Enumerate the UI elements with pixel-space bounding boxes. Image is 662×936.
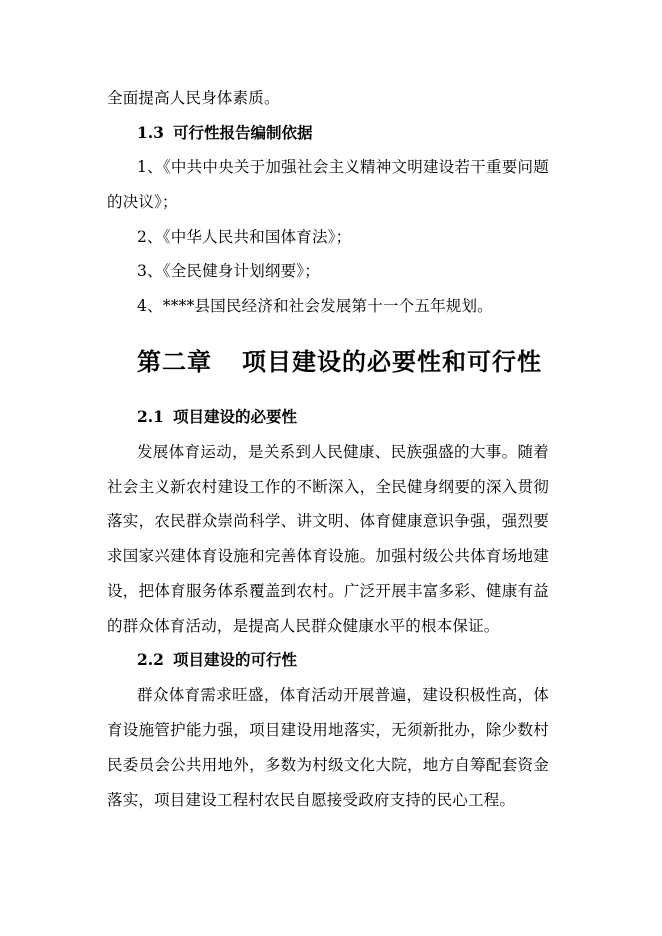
- chapter-heading: [137, 346, 542, 378]
- section-heading-1-3: [137, 122, 313, 144]
- section-title: 可行性报告编制依据: [173, 123, 313, 142]
- reference-item-3: 3、《全民健身计划纲要》；: [137, 262, 320, 280]
- section-heading-2-1: [137, 406, 297, 428]
- chapter-label: 第二章: [137, 347, 212, 376]
- reference-item-4: 4、****县国民经济和社会发展第十一个五年规划。: [137, 297, 493, 315]
- section-number: 2.1: [137, 407, 164, 426]
- section-heading-2-2: [137, 649, 297, 671]
- paragraph-line: 的群众体育活动，是提高人民群众健康水平的根本保证。: [107, 617, 500, 635]
- continuation-text: 全面提高人民身体素质。: [107, 89, 280, 107]
- chapter-title: 项目建设的必要性和可行性: [242, 347, 542, 376]
- paragraph-line: 设，把体育服务体系覆盖到农村。广泛开展丰富多彩、健康有益: [107, 582, 549, 600]
- paragraph-line: 求国家兴建体育设施和完善体育设施。加强村级公共体育场地建: [107, 547, 549, 565]
- paragraph-line: 社会主义新农村建设工作的不断深入，全民健身纲要的深入贯彻: [107, 478, 549, 496]
- section-title: 项目建设的可行性: [173, 650, 298, 669]
- reference-item-1: 1、《中共中央关于加强社会主义精神文明建设若干重要问题: [137, 158, 549, 176]
- paragraph-line: 落实，农民群众崇尚科学、讲文明、体育健康意识争强，强烈要: [107, 512, 549, 530]
- section-number: 2.2: [137, 650, 164, 669]
- section-number: 1.3: [137, 123, 164, 142]
- paragraph-line: 发展体育运动，是关系到人民健康、民族强盛的大事。随着: [137, 443, 549, 461]
- paragraph-line: 群众体育需求旺盛，体育活动开展普遍，建设积极性高，体: [137, 686, 549, 704]
- paragraph-line: 育设施管护能力强，项目建设用地落实，无须新批办，除少数村: [107, 721, 549, 739]
- reference-item-2: 2、《中华人民共和国体育法》；: [137, 228, 352, 246]
- paragraph-line: 落实，项目建设工程村农民自愿接受政府支持的民心工程。: [107, 791, 516, 809]
- section-title: 项目建设的必要性: [173, 407, 298, 426]
- paragraph-line: 民委员会公共用地外，多数为村级文化大院，地方自筹配套资金: [107, 756, 549, 774]
- reference-item-1-cont: 的决议》；: [107, 193, 178, 211]
